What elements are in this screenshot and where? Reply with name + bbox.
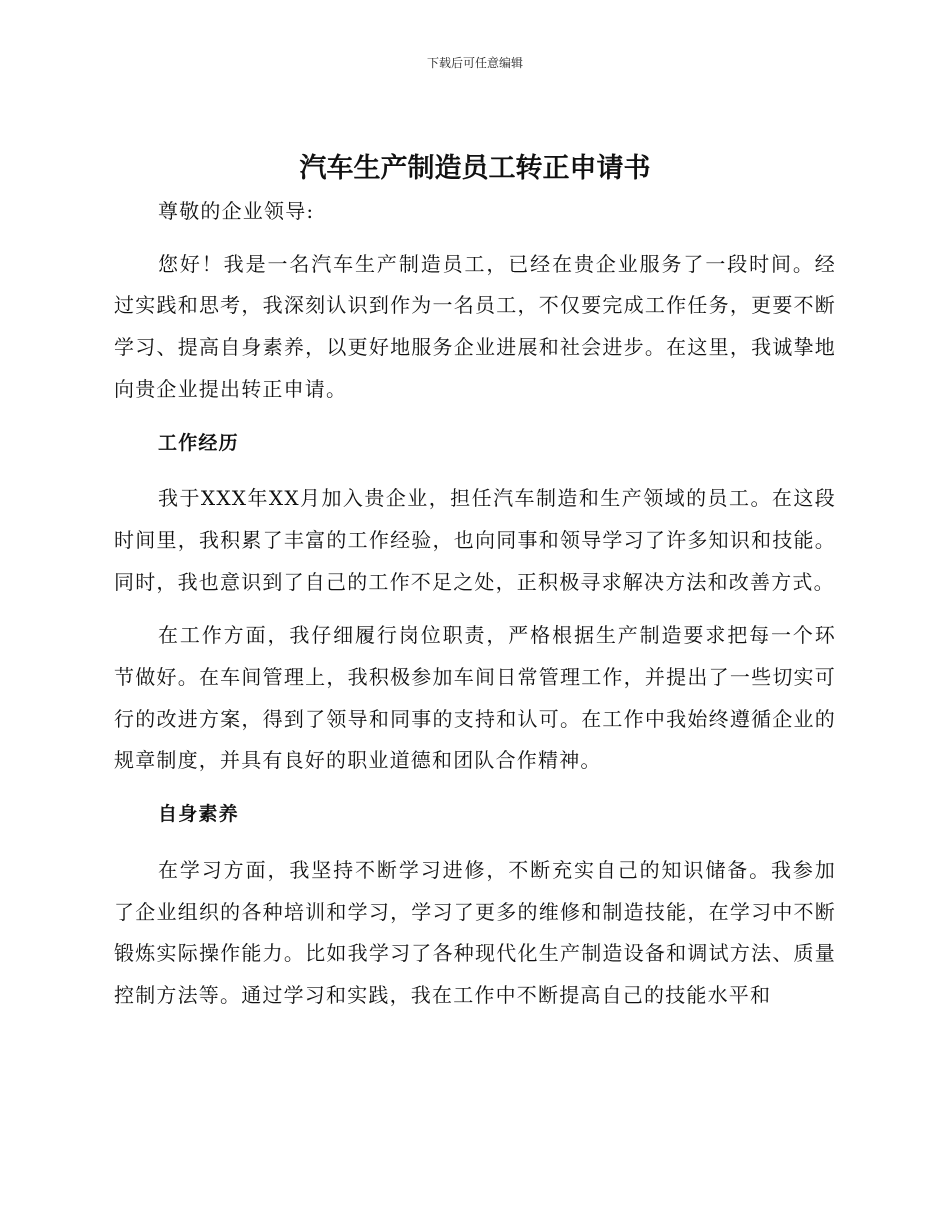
work-experience-paragraph-1: 我于XXX年XX月加入贵企业，担任汽车制造和生产领域的员工。在这段时间里，我积累了丰富的工作经验，也向同事和领导学习了许多知识和技能。同时，我也意识到了自己的工作不足之处，正积极寻求解决方法和改善方式。 xyxy=(114,486,836,594)
work-experience-paragraph-2: 在工作方面，我仔细履行岗位职责，严格根据生产制造要求把每一个环节做好。在车间管理上，我积极参加车间日常管理工作，并提出了一些切实可行的改进方案，得到了领导和同事的支持和认可。在工作中我始终遵循企业的规章制度，并具有良好的职业道德和团队合作精神。 xyxy=(114,623,836,773)
document-title: 汽车生产制造员工转正申请书 xyxy=(299,153,651,184)
intro-paragraph: 您好！我是一名汽车生产制造员工，已经在贵企业服务了一段时间。经过实践和思考，我深刻认识到作为一名员工，不仅要完成工作任务，更要不断学习、提高自身素养，以更好地服务企业进展和社会进步。在这里，我诚挚地向贵企业提出转正申请。 xyxy=(114,251,836,401)
section-heading-self-cultivation: 自身素养 xyxy=(158,803,239,826)
document-body xyxy=(114,191,836,1029)
header-note: 下载后可任意编辑 xyxy=(426,56,523,70)
salutation: 尊敬的企业领导: xyxy=(158,199,315,223)
section-heading-work-experience: 工作经历 xyxy=(158,431,239,454)
self-cultivation-paragraph-1: 在学习方面，我坚持不断学习进修，不断充实自己的知识储备。我参加了企业组织的各种培训和学习，学习了更多的维修和制造技能，在学习中不断锻炼实际操作能力。比如我学习了各种现代化生产制造设备和调试方法、质量控制方法等。通过学习和实践，我在工作中不断提高自己的技能水平和 xyxy=(114,857,836,1007)
